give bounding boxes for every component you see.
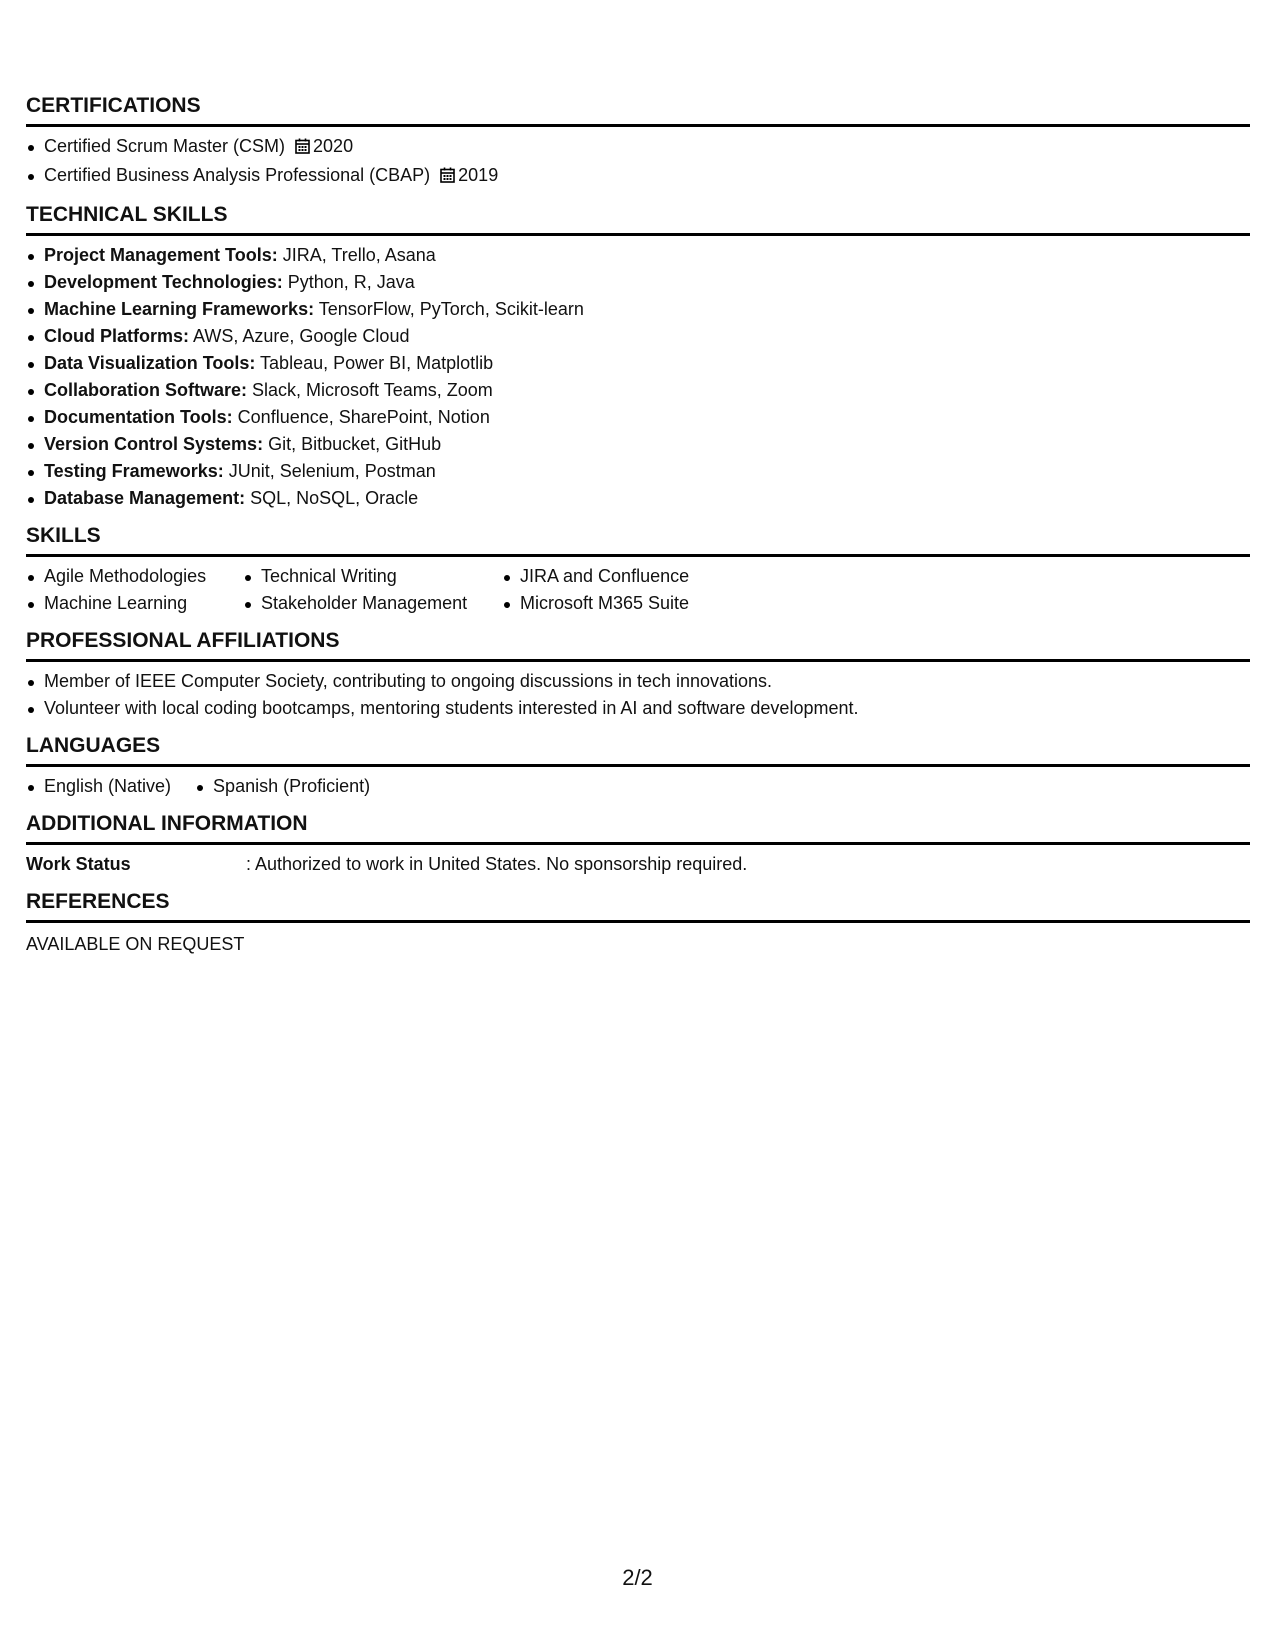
skill-values: Git, Bitbucket, GitHub xyxy=(263,434,442,454)
affiliations-section xyxy=(26,629,1250,722)
skill-item: Agile Methodologies xyxy=(26,563,243,590)
technical-skills-section xyxy=(26,203,1250,512)
section-title-references: REFERENCES xyxy=(26,890,1250,923)
certification-year: 2019 xyxy=(458,165,499,185)
skill-item: Machine Learning xyxy=(26,590,243,617)
section-title-affiliations: PROFESSIONAL AFFILIATIONS xyxy=(26,629,1250,662)
certification-name: Certified Business Analysis Professional (CBAP) xyxy=(44,165,431,185)
skill-values: JIRA, Trello, Asana xyxy=(277,245,436,265)
skill-item: Technical Writing xyxy=(243,563,502,590)
certification-name: Certified Scrum Master (CSM) xyxy=(44,136,286,156)
skill-values: SQL, NoSQL, Oracle xyxy=(245,488,419,508)
skill-values: Confluence, SharePoint, Notion xyxy=(232,407,490,427)
list-item xyxy=(26,162,1250,191)
resume-page xyxy=(26,94,1250,958)
skill-category: Testing Frameworks: xyxy=(44,461,224,481)
skill-values: TensorFlow, PyTorch, Scikit-learn xyxy=(314,299,584,319)
skill-values: AWS, Azure, Google Cloud xyxy=(189,326,410,346)
skill-values: JUnit, Selenium, Postman xyxy=(223,461,436,481)
skill-item: Microsoft M365 Suite xyxy=(502,590,722,617)
list-item: Volunteer with local coding bootcamps, mentoring students interested in AI and software development. xyxy=(26,695,1250,722)
list-item xyxy=(26,133,1250,162)
list-item xyxy=(26,404,1250,431)
additional-info-section xyxy=(26,812,1250,878)
list-item xyxy=(26,458,1250,485)
list-item: Member of IEEE Computer Society, contributing to ongoing discussions in tech innovations. xyxy=(26,668,1250,695)
skill-values: Tableau, Power BI, Matplotlib xyxy=(255,353,494,373)
work-status-value: : Authorized to work in United States. No sponsorship required. xyxy=(246,854,748,874)
page-number: 2/2 xyxy=(622,1565,653,1590)
skill-category: Collaboration Software: xyxy=(44,380,248,400)
technical-skills-list xyxy=(26,242,1250,512)
skills-section xyxy=(26,524,1250,617)
skill-item: JIRA and Confluence xyxy=(502,563,722,590)
skill-category: Data Visualization Tools: xyxy=(44,353,256,373)
skill-values: Slack, Microsoft Teams, Zoom xyxy=(247,380,493,400)
certification-year: 2020 xyxy=(313,136,354,156)
list-item xyxy=(26,242,1250,269)
language-item: English (Native) xyxy=(26,773,171,800)
list-item xyxy=(26,377,1250,404)
skill-category: Machine Learning Frameworks: xyxy=(44,299,315,319)
list-item xyxy=(26,296,1250,323)
certifications-list xyxy=(26,133,1250,191)
section-title-skills: SKILLS xyxy=(26,524,1250,557)
languages-list xyxy=(26,773,1250,800)
work-status-row xyxy=(26,851,1250,878)
list-item xyxy=(26,350,1250,377)
skill-category: Database Management: xyxy=(44,488,246,508)
calendar-icon xyxy=(440,164,455,191)
skill-item: Stakeholder Management xyxy=(243,590,502,617)
section-title-certifications: CERTIFICATIONS xyxy=(26,94,1250,127)
calendar-icon xyxy=(295,135,310,162)
section-title-languages: LANGUAGES xyxy=(26,734,1250,767)
section-title-technical-skills: TECHNICAL SKILLS xyxy=(26,203,1250,236)
work-status-label: Work Status xyxy=(26,854,131,874)
section-title-additional-info: ADDITIONAL INFORMATION xyxy=(26,812,1250,845)
skill-values: Python, R, Java xyxy=(282,272,415,292)
language-item: Spanish (Proficient) xyxy=(195,773,370,800)
skill-category: Version Control Systems: xyxy=(44,434,264,454)
skill-category: Development Technologies: xyxy=(44,272,283,292)
skill-category: Cloud Platforms: xyxy=(44,326,190,346)
languages-section xyxy=(26,734,1250,800)
skill-category: Project Management Tools: xyxy=(44,245,278,265)
list-item xyxy=(26,431,1250,458)
list-item xyxy=(26,485,1250,512)
skills-grid xyxy=(26,563,1250,617)
list-item xyxy=(26,269,1250,296)
certifications-section xyxy=(26,94,1250,191)
affiliations-list xyxy=(26,668,1250,722)
references-text: AVAILABLE ON REQUEST xyxy=(26,934,245,954)
list-item xyxy=(26,323,1250,350)
skill-category: Documentation Tools: xyxy=(44,407,233,427)
references-section xyxy=(26,890,1250,958)
